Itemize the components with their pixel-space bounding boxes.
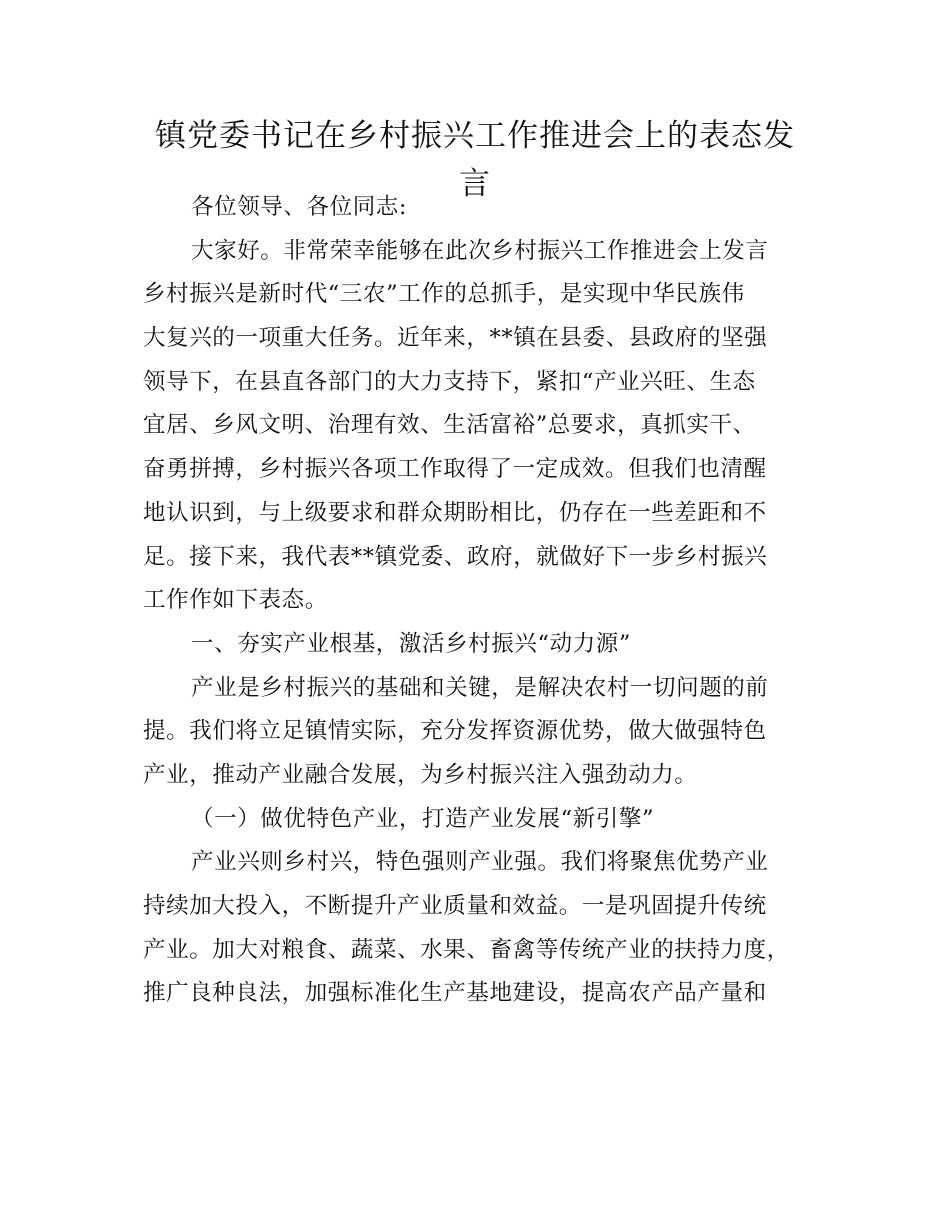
- paragraph-line: 宜居、乡风文明、治理有效、生活富裕”总要求，真抓实干、: [143, 412, 756, 439]
- paragraph-line: 足。接下来，我代表**镇党委、政府，就做好下一步乡村振兴: [143, 543, 768, 570]
- paragraph-line: 乡村振兴是新时代“三农”工作的总抓手，是实现中华民族伟: [143, 281, 745, 308]
- salutation: 各位领导、各位同志:: [191, 194, 408, 220]
- paragraph-line: 大家好。非常荣幸能够在此次乡村振兴工作推进会上发言: [191, 237, 769, 264]
- paragraph-line: 工作作如下表态。: [143, 587, 328, 614]
- paragraph-line: 领导下，在县直各部门的大力支持下，紧扣“产业兴旺、生态: [143, 368, 756, 395]
- paragraph-line: 产业兴则乡村兴，特色强则产业强。我们将聚焦优势产业: [191, 849, 769, 876]
- section-heading: 一、夯实产业根基，激活乡村振兴“动力源”: [191, 630, 632, 657]
- paragraph-line: 产业，推动产业融合发展，为乡村振兴注入强劲动力。: [143, 761, 698, 788]
- paragraph-line: 大复兴的一项重大任务。近年来，**镇在县委、县政府的坚强: [143, 325, 768, 352]
- paragraph-line: 持续加大投入，不断提升产业质量和效益。一是巩固提升传统: [143, 893, 767, 919]
- paragraph-line: 提。我们将立足镇情实际，充分发挥资源优势，做大做强特色: [143, 718, 767, 745]
- paragraph-line: 产业是乡村振兴的基础和关键，是解决农村一切问题的前: [191, 674, 769, 701]
- paragraph-line: 产业。加大对粮食、蔬菜、水果、畜禽等传统产业的扶持力度，: [143, 936, 790, 963]
- document-body: [143, 186, 823, 1016]
- subsection-heading: （一）做优特色产业，打造产业发展“新引擎”: [191, 805, 655, 832]
- paragraph-line: 地认识到，与上级要求和群众期盼相比，仍存在一些差距和不: [143, 499, 767, 526]
- paragraph-line: 奋勇拼搏，乡村振兴各项工作取得了一定成效。但我们也清醒: [143, 456, 767, 483]
- title-line: 镇党委书记在乡村振兴工作推进会上的表态发: [155, 118, 795, 154]
- paragraph-line: 推广良种良法，加强标准化生产基地建设，提高农产品产量和: [143, 980, 767, 1007]
- title-line: 言: [459, 166, 491, 202]
